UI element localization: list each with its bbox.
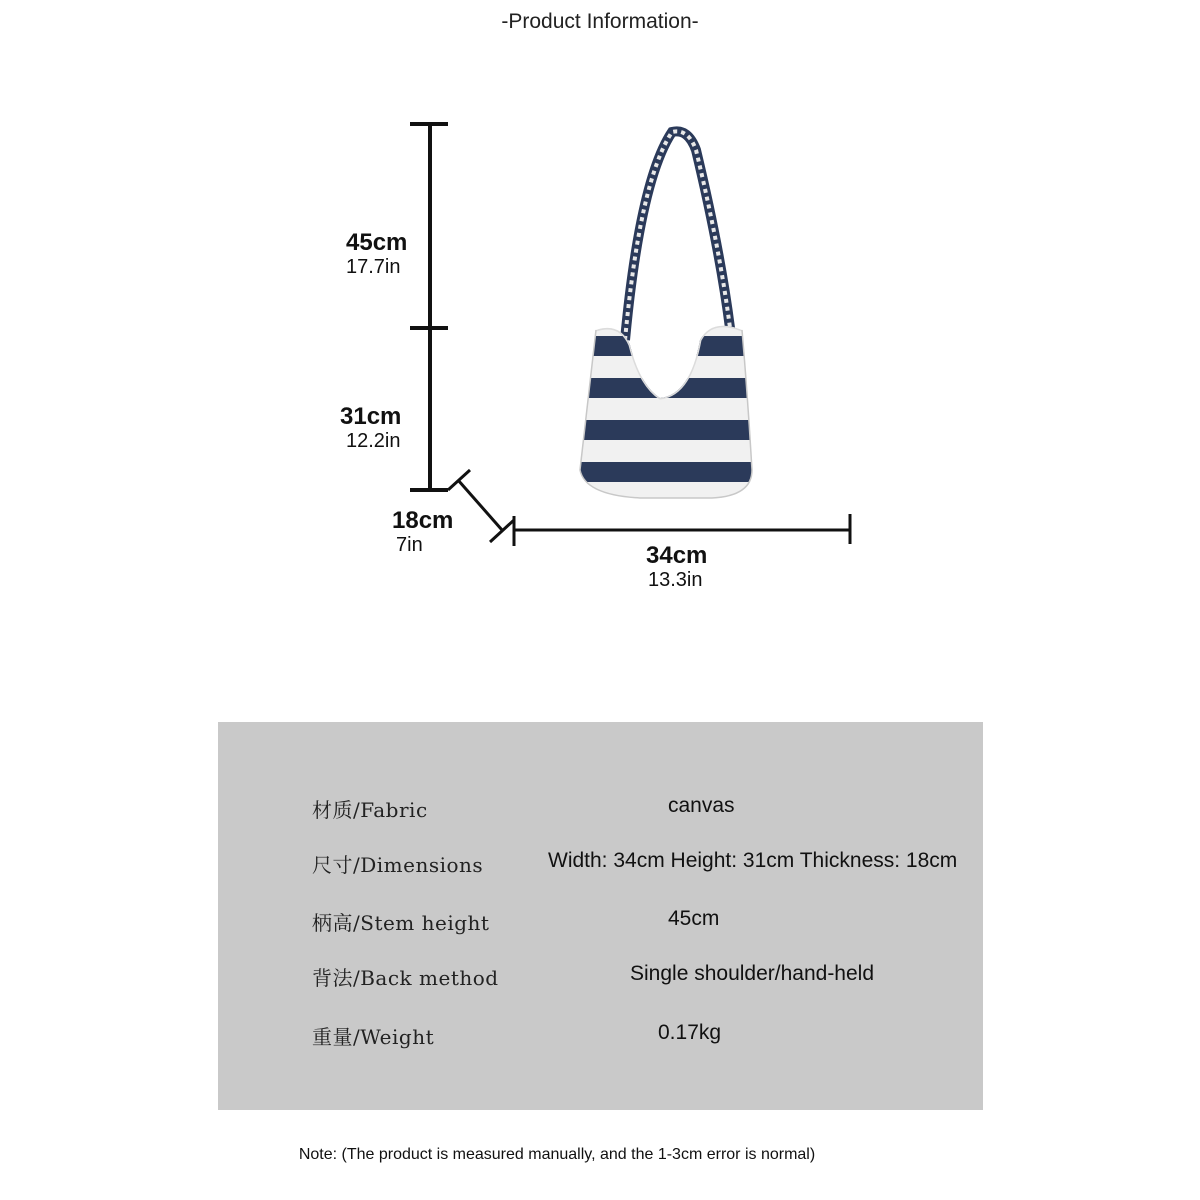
spec-label: 背法/Back method xyxy=(312,966,499,990)
striped-tote-bag xyxy=(570,315,760,505)
spec-row-fabric xyxy=(218,794,983,834)
width-in: 13.3in xyxy=(648,569,703,591)
width-label xyxy=(646,543,707,591)
strap-length-label xyxy=(346,230,407,278)
measurement-note: Note: (The product is measured manually, and the 1-3cm error is normal) xyxy=(298,1146,816,1163)
bag-strap xyxy=(625,131,730,340)
vertical-measure-line xyxy=(410,124,448,490)
spec-row-weight xyxy=(218,1021,983,1061)
thickness-measure-line xyxy=(448,470,514,542)
height-in: 12.2in xyxy=(346,430,401,452)
strap-length-in: 17.7in xyxy=(346,256,401,278)
thickness-label xyxy=(392,508,453,556)
spec-label: 材质/Fabric xyxy=(312,798,428,822)
spec-value: Single shoulder/hand-held xyxy=(630,962,875,985)
spec-label: 尺寸/Dimensions xyxy=(312,853,484,877)
spec-value: Width: 34cm Height: 31cm Thickness: 18cm xyxy=(548,849,958,872)
spec-value: 45cm xyxy=(668,907,720,930)
spec-label: 重量/Weight xyxy=(312,1025,435,1049)
strap-length-cm: 45cm xyxy=(346,229,408,256)
spec-row-dimensions xyxy=(218,849,983,889)
spec-row-stem-height xyxy=(218,907,983,947)
height-label xyxy=(340,404,401,452)
spec-table xyxy=(218,722,983,1110)
spec-value: 0.17kg xyxy=(658,1021,722,1044)
page-title: -Product Information- xyxy=(501,10,699,33)
thickness-cm: 18cm xyxy=(392,507,454,534)
spec-value: canvas xyxy=(668,794,735,817)
width-cm: 34cm xyxy=(646,542,708,569)
spec-label: 柄高/Stem height xyxy=(312,911,490,935)
spec-row-back-method xyxy=(218,962,983,1002)
height-cm: 31cm xyxy=(340,403,402,430)
thickness-in: 7in xyxy=(396,534,423,556)
